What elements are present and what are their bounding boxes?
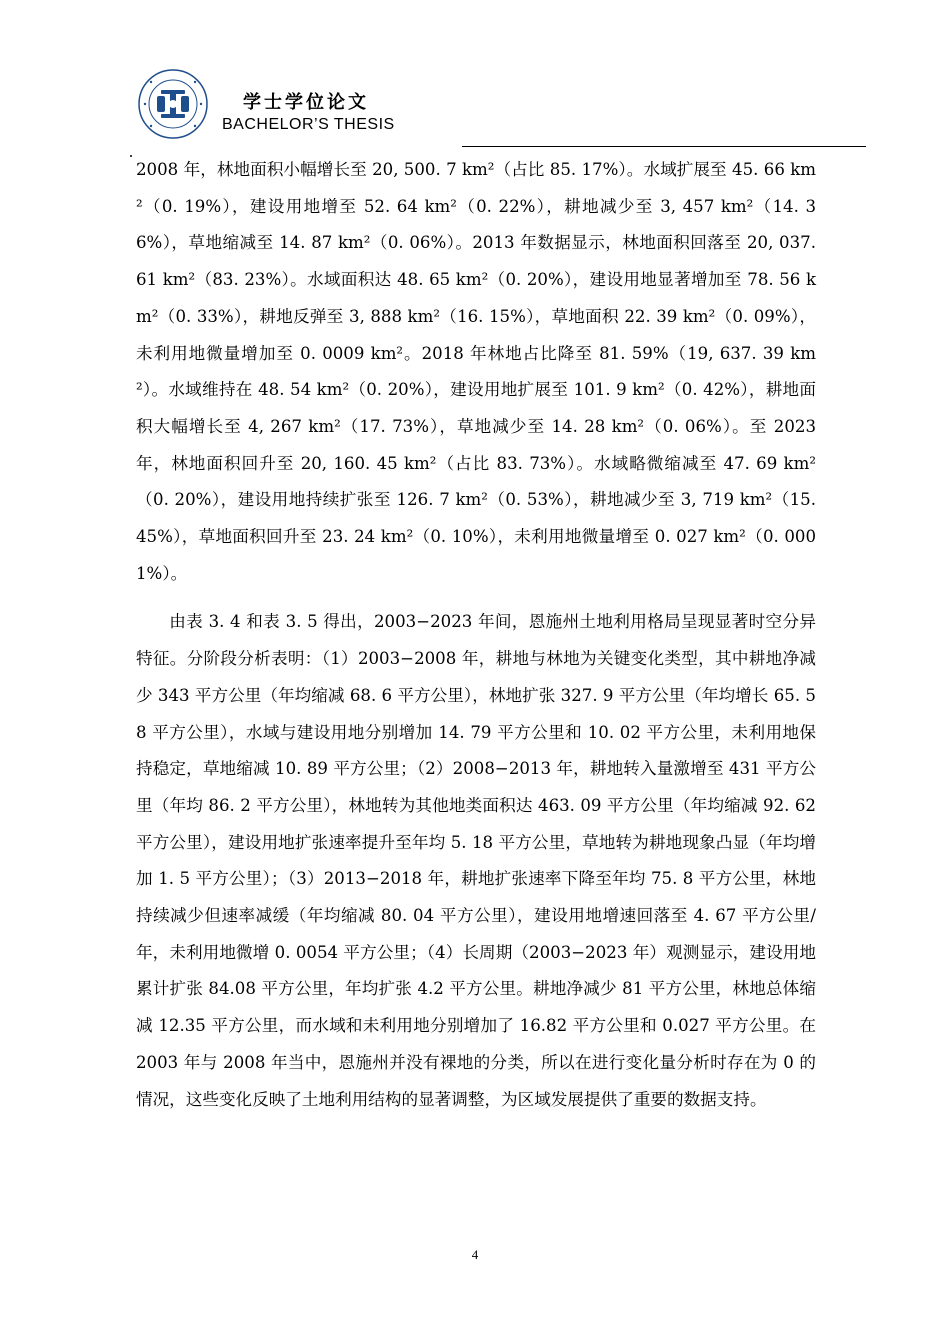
university-logo-icon (137, 68, 209, 152)
margin-dot (130, 155, 132, 157)
header-title-cn: 学士学位论文 (243, 92, 369, 113)
header-divider (462, 146, 866, 147)
page-number: 4 (471, 1247, 479, 1262)
paragraph-land-change-analysis: 由表 3. 4 和表 3. 5 得出，2003−2023 年间，恩施州土地利用格局呈现显著时空分异特征。分阶段分析表明：（1）2003−2008 年，耕地与林地为关键变化类型，其中耕地净减少 343 平方公里（年均缩减 68. 6 平方公里），林地扩张 327. 9 平方公里（年均增长 65. 58 平方公里），水域与建设用地分别增加 14. 79 平方公里和 10. 02 平方公里，未利用地保持稳定，草地缩减 10. 89 平方公里；（2）2008−2013 年，耕地转入量激增至 431 平方公里（年均 86. 2 平方公里），林地转为其他地类面积达 463. 09 平方公里（年均缩减 92. 62 平方公里），建设用地扩张速率提升至年均 5. 18 平方公里，草地转为耕地现象凸显（年均增加 1. 5 平方公里）；（3）2013−2018 年，耕地扩张速率下降至年均 75. 8 平方公里，林地持续减少但速率减缓（年均缩减 80. 04 平方公里），建设用地增速回落至 4. 67 平方公里/年，未利用地微增 0. 0054 平方公里；（4）长周期（2003−2023 年）观测显示，建设用地累计扩张 84.08 平方公里，年均扩张 4.2 平方公里。耕地净减少 81 平方公里，林地总体缩减 12.35 平方公里，而水域和未利用地分别增加了 16.82 平方公里和 0.027 平方公里。在 2003 年与 2008 年当中，恩施州并没有裸地的分类，所以在进行变化量分析时存在为 0 的情况，这些变化反映了土地利用结构的显著调整，为区域发展提供了重要的数据支持。 (136, 612, 816, 1109)
header-title-en: BACHELOR’S THESIS (222, 116, 395, 133)
body-text (136, 152, 816, 1118)
paragraph-land-area-stats: 2008 年，林地面积小幅增长至 20, 500. 7 km²（占比 85. 17%）。水域扩展至 45. 66 km²（0. 19%），建设用地增至 52. 64 km²（0. 22%），耕地减少至 3, 457 km²（14. 36%），草地缩减至 14. 87 km²（0. 06%）。2013 年数据显示，林地面积回落至 20, 037. 61 km²（83. 23%）。水域面积达 48. 65 km²（0. 20%），建设用地显著增加至 78. 56 km²（0. 33%），耕地反弹至 3, 888 km²（16. 15%），草地面积 22. 39 km²（0. 09%），未利用地微量增加至 0. 0009 km²。2018 年林地占比降至 81. 59%（19, 637. 39 km²）。水域维持在 48. 54 km²（0. 20%），建设用地扩展至 101. 9 km²（0. 42%），耕地面积大幅增长至 4, 267 km²（17. 73%），草地减少至 14. 28 km²（0. 06%）。至 2023 年，林地面积回升至 20, 160. 45 km²（占比 83. 73%）。水域略微缩减至 47. 69 km²（0. 20%），建设用地持续扩张至 126. 7 km²（0. 53%），耕地减少至 3, 719 km²（15. 45%），草地面积回升至 23. 24 km²（0. 10%），未利用地微量增至 0. 027 km²（0. 0001%）。 (136, 160, 816, 583)
